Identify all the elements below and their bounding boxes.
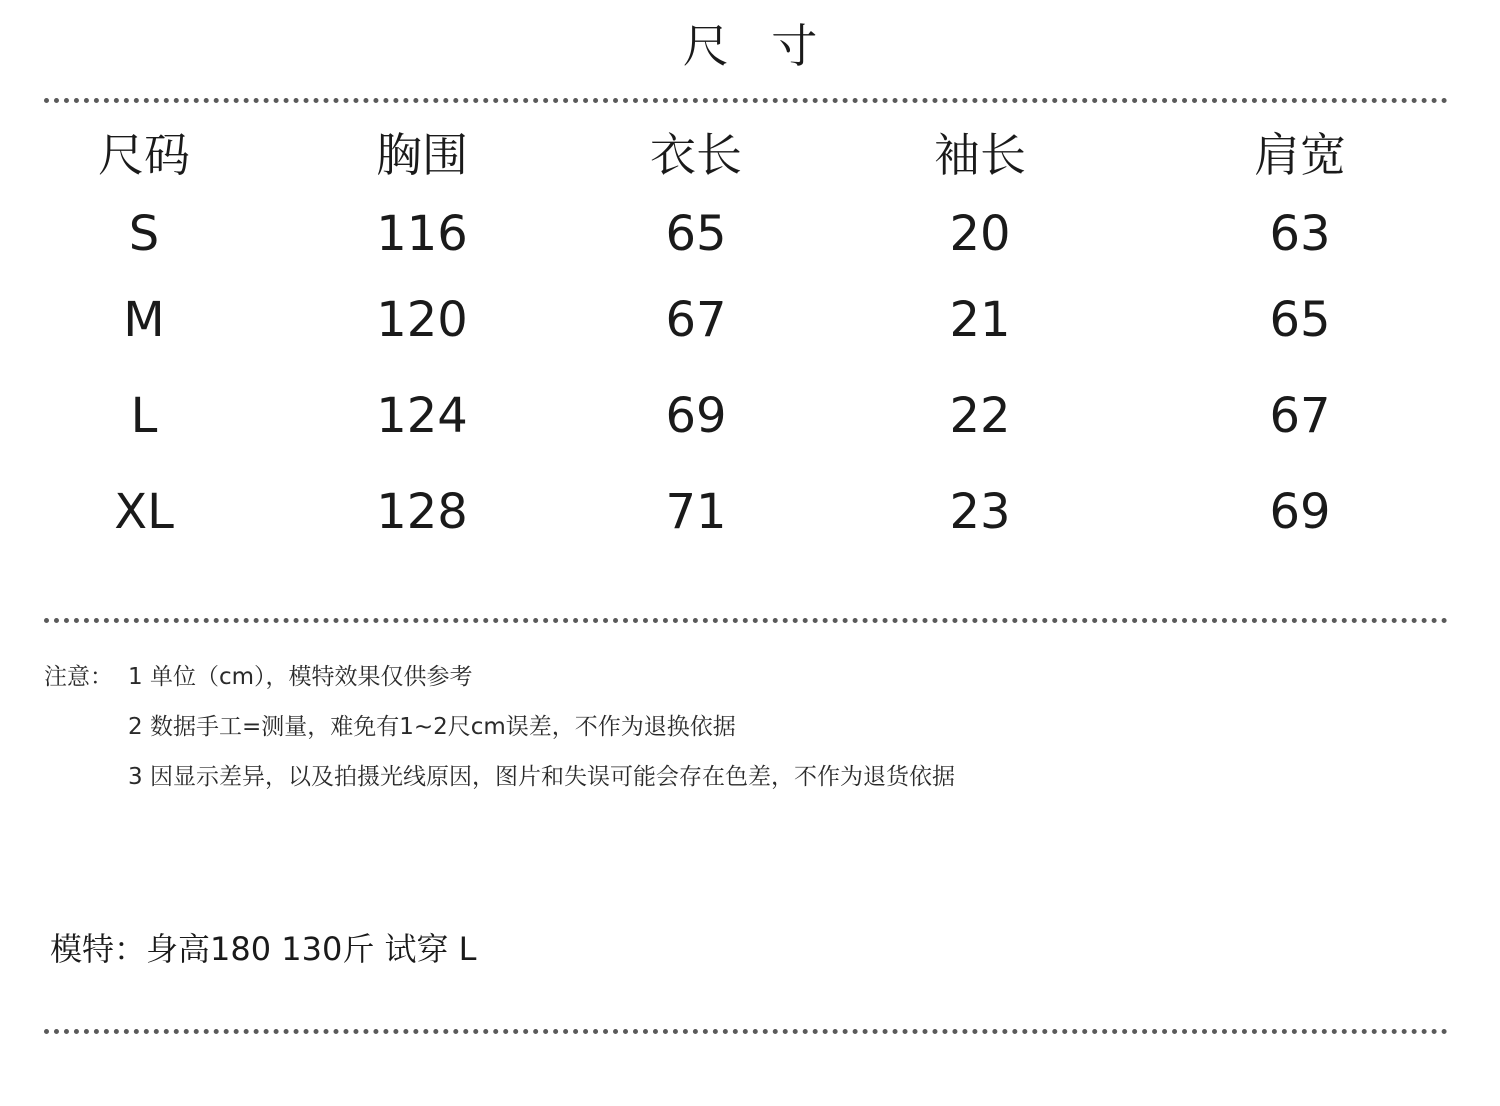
model-info: 模特：身高180 130斤 试穿 L [50,930,477,968]
table-row [0,380,1500,476]
dotted-divider-bottom [44,1029,1448,1034]
dotted-divider-middle [44,618,1448,623]
note-line [44,702,955,752]
header-shoulder: 肩宽 [1254,128,1346,182]
cell-shoulder: 63 [1269,206,1331,262]
cell-sleeve: 20 [949,206,1011,262]
cell-shoulder: 67 [1269,388,1331,444]
cell-size: S [128,206,160,262]
header-length: 衣长 [650,128,742,182]
cell-chest: 128 [376,484,468,540]
cell-sleeve: 22 [949,388,1011,444]
cell-length: 65 [665,206,727,262]
page-title: 尺 寸 [682,19,832,73]
cell-length: 71 [665,484,727,540]
header-chest: 胸围 [376,128,468,182]
note-item: 2 数据手工=测量，难免有1~2尺cm误差，不作为退换依据 [128,714,736,740]
header-sleeve: 袖长 [934,128,1026,182]
cell-chest: 124 [376,388,468,444]
notes-label: 注意： [44,664,113,690]
cell-length: 67 [665,292,727,348]
cell-sleeve: 21 [949,292,1011,348]
cell-shoulder: 69 [1269,484,1331,540]
note-item: 1 单位（cm），模特效果仅供参考 [128,664,473,690]
cell-size: M [123,292,165,348]
dotted-divider-top [44,98,1448,103]
cell-shoulder: 65 [1269,292,1331,348]
table-row [0,284,1500,380]
note-item: 3 因显示差异，以及拍摄光线原因，图片和失误可能会存在色差，不作为退货依据 [128,764,955,790]
cell-size: L [130,388,158,444]
table-row [0,198,1500,284]
size-table [0,122,1500,572]
header-size: 尺码 [98,128,190,182]
note-line [44,652,955,702]
table-row [0,476,1500,572]
cell-size: XL [114,484,174,540]
cell-sleeve: 23 [949,484,1011,540]
notes-section [44,652,955,802]
note-line [44,752,955,802]
cell-chest: 116 [376,206,468,262]
cell-chest: 120 [376,292,468,348]
table-header-row [0,122,1500,198]
cell-length: 69 [665,388,727,444]
